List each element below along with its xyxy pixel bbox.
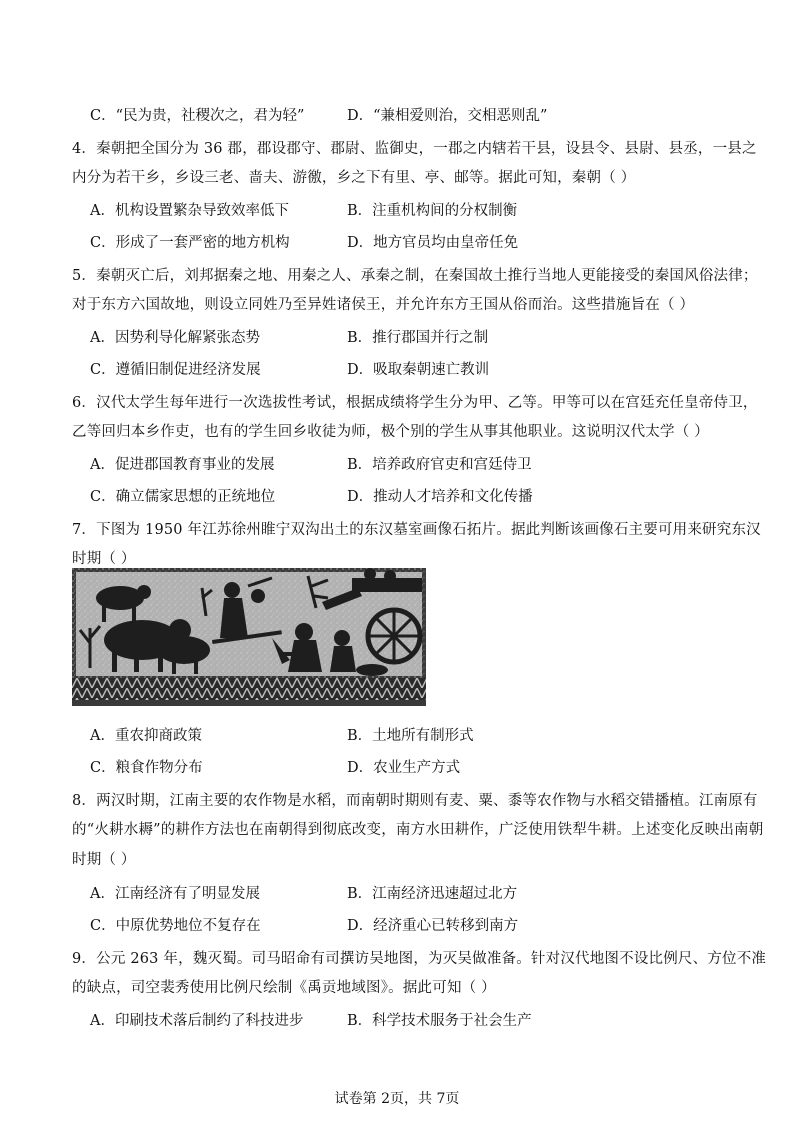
q6-options-row-1 (90, 453, 750, 475)
q9-option-b[interactable]: B．科学技术服务于社会生产 (347, 1013, 532, 1029)
q8-option-d[interactable]: D．经济重心已转移到南方 (347, 918, 519, 934)
q9-stem-line-2: 的缺点，司空裴秀使用比例尺绘制《禹贡地域图》。据此可知（ ） (72, 980, 496, 996)
q7-options-row-1 (90, 724, 750, 746)
q8-options-row-1 (90, 882, 750, 904)
q9-stem-line-1: 9．公元 263 年，魏灭蜀。司马昭命有司撰访吴地图，为灭吴做准备。针对汉代地图不设比例尺、方位不准 (72, 951, 767, 967)
stone-relief-rubbing-image (72, 568, 426, 706)
q7-stem-line-1: 7．下图为 1950 年江苏徐州睢宁双沟出土的东汉墓室画像石拓片。据此判断该画像石主要可用来研究东汉 (72, 522, 761, 538)
q7-option-d[interactable]: D．农业生产方式 (347, 760, 461, 776)
q3-option-d[interactable]: D．“兼相爱则治，交相恶则乱” (347, 108, 548, 124)
q8-option-a[interactable]: A．江南经济有了明显发展 (90, 886, 260, 902)
page-footer: 试卷第 2页，共 7页 (334, 1091, 460, 1107)
q7-option-b[interactable]: B．土地所有制形式 (347, 728, 474, 744)
q5-stem-line-1: 5．秦朝灭亡后，刘邦据秦之地、用秦之人、承秦之制，在秦国故土推行当地人更能接受的秦国风俗法律； (72, 268, 758, 284)
q5-options-row-1 (90, 326, 750, 348)
q8-options-row-2 (90, 914, 750, 936)
q6-stem-line-2: 乙等回归本乡作吏，也有的学生回乡收徒为师，极个别的学生从事其他职业。这说明汉代太学（ ） (72, 424, 709, 440)
q6-option-c[interactable]: C．确立儒家思想的正统地位 (90, 489, 276, 505)
q8-stem-line-2: 的“火耕水耨”的耕作方法也在南朝得到彻底改变，南方水田耕作，广泛使用铁犁牛耕。上述变化反映出南朝 (72, 822, 764, 838)
q3-options-row-2 (90, 104, 750, 126)
q4-stem-line-1: 4．秦朝把全国分为 36 郡，郡设郡守、郡尉、监御史，一郡之内辖若干县，设县令、县尉、县丞，一县之 (72, 141, 757, 157)
q4-stem-line-2: 内分为若干乡，乡设三老、啬夫、游徼，乡之下有里、亭、邮等。据此可知，秦朝（ ） (72, 170, 636, 186)
q3-option-c[interactable]: C．“民为贵，社稷次之，君为轻” (90, 108, 305, 124)
q4-option-d[interactable]: D．地方官员均由皇帝任免 (347, 235, 519, 251)
q7-stem-line-2: 时期（ ） (72, 551, 136, 567)
q4-option-b[interactable]: B．注重机构间的分权制衡 (347, 203, 518, 219)
q7-option-c[interactable]: C．粮食作物分布 (90, 760, 203, 776)
q6-options-row-2 (90, 485, 750, 507)
q5-stem-line-2: 对于东方六国故地，则设立同姓乃至异姓诸侯王，并允许东方王国从俗而治。这些措施旨在（ ） (72, 297, 695, 313)
q4-option-c[interactable]: C．形成了一套严密的地方机构 (90, 235, 290, 251)
q5-option-b[interactable]: B．推行郡国并行之制 (347, 330, 489, 346)
q8-option-c[interactable]: C．中原优势地位不复存在 (90, 918, 261, 934)
q6-stem-line-1: 6．汉代太学生每年进行一次选拔性考试，根据成绩将学生分为甲、乙等。甲等可以在宫廷充任皇帝侍卫， (72, 395, 758, 411)
q4-options-row-1 (90, 199, 750, 221)
q7-option-a[interactable]: A．重农抑商政策 (90, 728, 202, 744)
q5-option-c[interactable]: C．遵循旧制促进经济发展 (90, 362, 261, 378)
q4-options-row-2 (90, 231, 750, 253)
q5-option-a[interactable]: A．因势利导化解紧张态势 (90, 330, 260, 346)
q7-options-row-2 (90, 756, 750, 778)
q5-option-d[interactable]: D．吸取秦朝速亡教训 (347, 362, 490, 378)
q4-option-a[interactable]: A．机构设置繁杂导致效率低下 (90, 203, 289, 219)
q9-option-a[interactable]: A．印刷技术落后制约了科技进步 (90, 1013, 304, 1029)
q8-stem-line-3: 时期（ ） (72, 852, 136, 868)
q8-option-b[interactable]: B．江南经济迅速超过北方 (347, 886, 518, 902)
q8-stem-line-1: 8．两汉时期，江南主要的农作物是水稻，而南朝时期则有麦、粟、黍等农作物与水稻交错播植。江南原有 (72, 793, 758, 809)
q5-options-row-2 (90, 358, 750, 380)
q6-option-d[interactable]: D．推动人才培养和文化传播 (347, 489, 533, 505)
q9-options-row-1 (90, 1009, 750, 1031)
q6-option-b[interactable]: B．培养政府官吏和宫廷侍卫 (347, 457, 532, 473)
q6-option-a[interactable]: A．促进郡国教育事业的发展 (90, 457, 275, 473)
